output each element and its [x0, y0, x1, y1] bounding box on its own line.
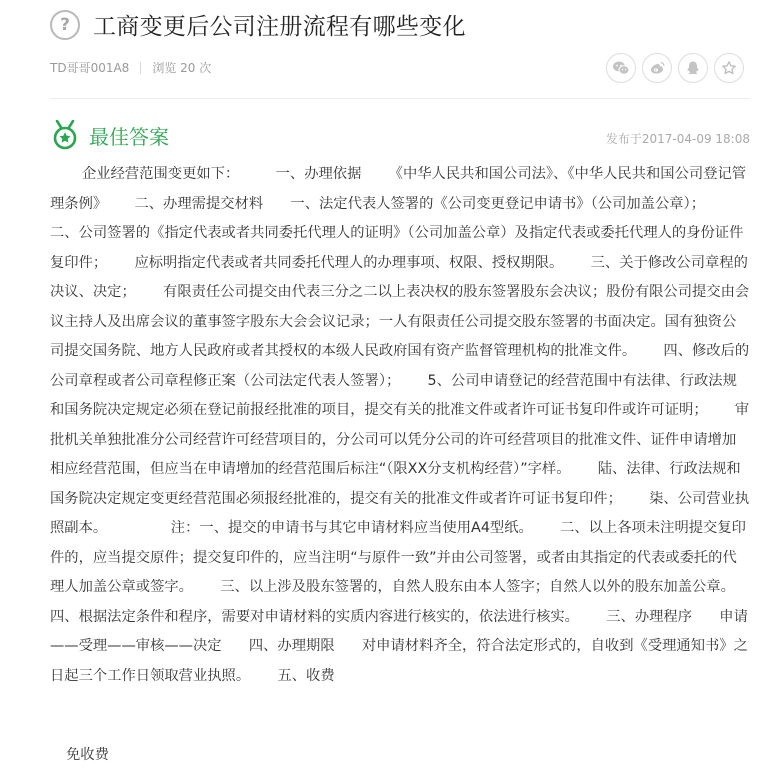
question-meta	[50, 59, 211, 76]
answer-body-tail: 免收费	[66, 747, 109, 763]
author-link[interactable]: TD哥哥001A8	[50, 61, 130, 75]
wechat-icon	[612, 60, 630, 76]
wechat-share-button[interactable]	[606, 53, 636, 83]
header-divider	[50, 98, 750, 99]
question-mark-icon: ?	[50, 10, 80, 40]
medal-star-icon	[52, 120, 78, 150]
favorite-button[interactable]	[714, 53, 744, 83]
share-bar	[600, 53, 744, 83]
question-header	[50, 8, 466, 41]
posted-time: 发布于2017-04-09 18:08	[605, 132, 750, 146]
view-count: 浏览 20 次	[152, 61, 212, 75]
best-answer-header	[52, 120, 169, 150]
meta-divider	[140, 62, 141, 74]
weibo-share-button[interactable]	[642, 53, 672, 83]
best-answer-title: 最佳答案	[89, 124, 169, 149]
favorite-star-icon	[721, 60, 737, 76]
weibo-icon	[648, 60, 666, 76]
qq-share-button[interactable]	[678, 53, 708, 83]
qq-icon	[685, 60, 701, 76]
answer-body: 企业经营范围变更如下： 一、办理依据 《中华人民共和国公司法》、《中华人民共和国公司登记管理条例》 二、办理需提交材料 一、法定代表人签署的《公司变更登记申请书》（公司加盖公章）； 二、公司签署的《指定代表或者共同委托代理人的证明》（公司加盖公章）及指定代表或委托代理人的身份证件复印件； 应标明指定代表或者共同委托代理人的办理事项、权限、授权期限。 三、关于修改公司章程的决议、决定； 有限责任公司提交由代表三分之二以上表决权的股东签署股东会决议；股份有限公司提交由会议主持人及出席会议的董事签字股东大会会议记录；一人有限责任公司提交股东签署的书面决定。国有独资公司提交国务院、地方人民政府或者其授权的本级人民政府国有资产监督管理机构的批准文件。 四、修改后的公司章程或者公司章程修正案（公司法定代表人签署）； 5、公司申请登记的经营范围中有法律、行政法规和国务院决定规定必须在登记前报经批准的项目，提交有关的批准文件或者许可证书复印件或许可证明； 审批机关单独批准分公司经营许可经营项目的，分公司可以凭分公司的许可经营项目的批准文件、证件申请增加相应经营范围，但应当在申请增加的经营范围后标注“（限XX分支机构经营）”字样。 陆、法律、行政法规和国务院决定规定变更经营范围必须报经批准的，提交有关的批准文件或者许可证书复印件； 柒、公司营业执照副本。 注：一、提交的申请书与其它申请材料应当使用A4型纸。 二、以上各项未注明提交复印件的，应当提交原件；提交复印件的，应当注明“与原件一致”并由公司签署，或者由其指定的代表或委托的代理人加盖公章或签字。 三、以上涉及股东签署的，自然人股东由本人签字；自然人以外的股东加盖公章。 四、根据法定条件和程序，需要对申请材料的实质内容进行核实的，依法进行核实。 三、办理程序 申请——受理——审核——决定 四、办理期限 对申请材料齐全，符合法定形式的，自收到《受理通知书》之日起三个工作日领取营业执照。 五、收费	[50, 166, 763, 684]
question-title: 工商变更后公司注册流程有哪些变化	[93, 14, 466, 40]
